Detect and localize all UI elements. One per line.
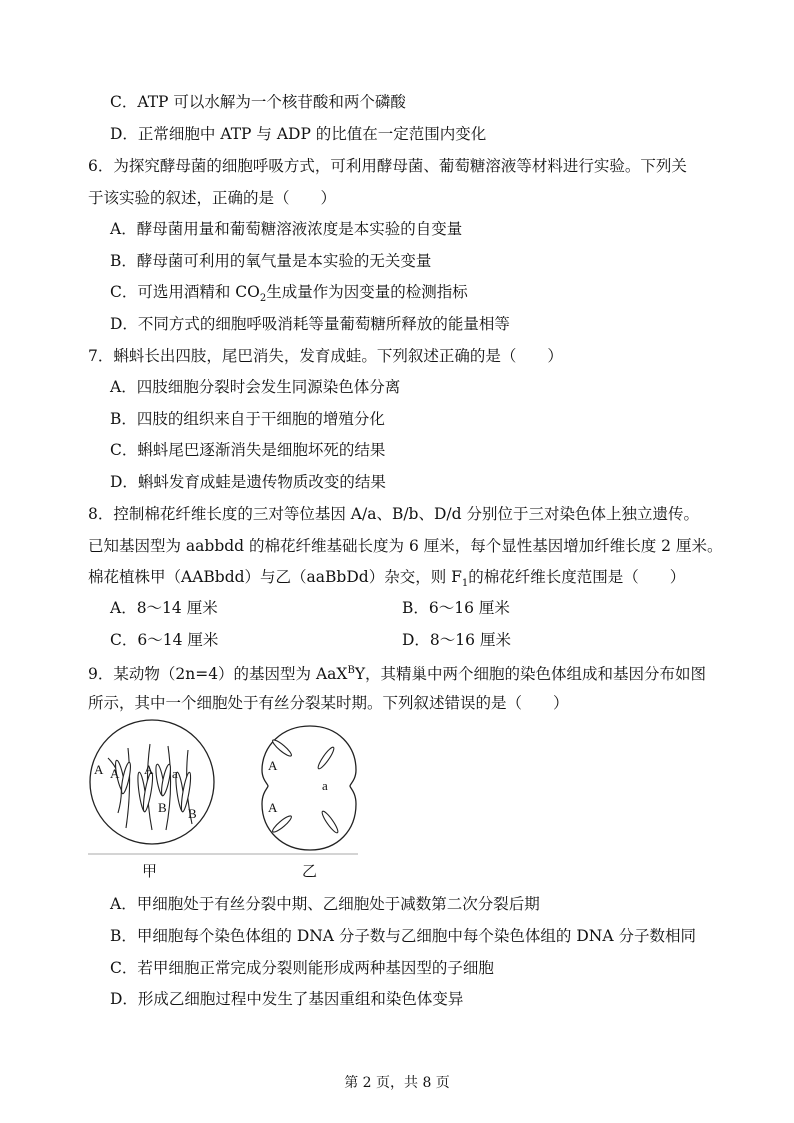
text-line-l15: 已知基因型为 aabbdd 的棉花纤维基础长度为 6 厘米，每个显性基因增加纤维长度 2 厘米。	[88, 537, 723, 555]
text-line-l22: 所示，其中一个细胞处于有丝分裂某时期。下列叙述错误的是（ ）	[88, 694, 569, 712]
cell2-gene-label: A	[268, 758, 278, 773]
page-footer: 第 2 页，共 8 页	[344, 1075, 450, 1091]
cell-diagram-svg	[88, 718, 378, 883]
text-line-l26: D．形成乙细胞过程中发生了基因重组和染色体变异	[110, 990, 464, 1008]
text-line-l11: B．四肢的组织来自于干细胞的增殖分化	[110, 410, 385, 428]
text-line-l24: B．甲细胞每个染色体组的 DNA 分子数与乙细胞中每个染色体组的 DNA 分子数相同	[110, 927, 696, 945]
text-line-l3: 6．为探究酵母菌的细胞呼吸方式，可利用酵母菌、葡萄糖溶液等材料进行实验。下列关	[88, 157, 687, 175]
cell1-gene-label: A	[94, 762, 104, 777]
q9-text-line1: 9．某动物（2n=4）的基因型为 AaX$^B$Y，其精巢中两个细胞的染色体组成和基因分布如图	[88, 665, 707, 684]
cell1-gene-label: A	[144, 762, 154, 777]
text-line-l20: D．8～16 厘米	[402, 631, 511, 649]
cell2-label: 乙	[302, 862, 318, 880]
text-line-l23: A．甲细胞处于有丝分裂中期、乙细胞处于减数第二次分裂后期	[110, 895, 540, 913]
cell1-gene-label: B	[158, 800, 167, 815]
text-line-l13: D．蝌蚪发育成蛙是遗传物质改变的结果	[110, 473, 386, 491]
text-line-l5: A．酵母菌用量和葡萄糖溶液浓度是本实验的自变量	[110, 220, 463, 238]
text-line-l10: A．四肢细胞分裂时会发生同源染色体分离	[110, 378, 401, 396]
cell1-label: 甲	[142, 862, 158, 880]
text-line-l6: B．酵母菌可利用的氧气量是本实验的无关变量	[110, 252, 432, 270]
q6-option-c: C．可选用酒精和 $CO_2$生成量作为因变量的检测指标	[110, 283, 468, 305]
text-line-l2: D．正常细胞中 ATP 与 ADP 的比值在一定范围内变化	[110, 125, 487, 143]
text-line-l8: D．不同方式的细胞呼吸消耗等量葡萄糖所释放的能量相等	[110, 315, 510, 333]
text-line-l14: 8．控制棉花纤维长度的三对等位基因 A/a、B/b、D/d 分别位于三对染色体上独立遗传。	[88, 505, 699, 523]
cell1-gene-label: a	[172, 766, 178, 781]
cell2-gene-label: a	[322, 778, 328, 793]
cell1-gene-label: B	[188, 806, 197, 821]
cell2-gene-label: A	[268, 800, 278, 815]
text-line-l12: C．蝌蚪尾巴逐渐消失是细胞坏死的结果	[110, 441, 386, 459]
text-line-l18: B．6～16 厘米	[402, 599, 510, 617]
text-line-l9: 7．蝌蚪长出四肢，尾巴消失，发育成蛙。下列叙述正确的是（ ）	[88, 347, 563, 365]
text-line-l4: 于该实验的叙述，正确的是（ ）	[88, 189, 337, 207]
cell2-chromosomes	[271, 738, 340, 834]
cell-diagram	[88, 718, 378, 883]
q8-text-line3: 棉花植株甲（AABbdd）与乙（aaBbDd）杂交，则 $F_1$的棉花纤维长度范围是（ ）	[88, 568, 686, 590]
text-line-l19: C．6～14 厘米	[110, 631, 219, 649]
text-line-l1: C．ATP 可以水解为一个核苷酸和两个磷酸	[110, 93, 406, 111]
text-line-l17: A．8～14 厘米	[110, 599, 218, 617]
text-line-l25: C．若甲细胞正常完成分裂则能形成两种基因型的子细胞	[110, 959, 494, 977]
cell1-gene-label: A	[110, 766, 120, 781]
